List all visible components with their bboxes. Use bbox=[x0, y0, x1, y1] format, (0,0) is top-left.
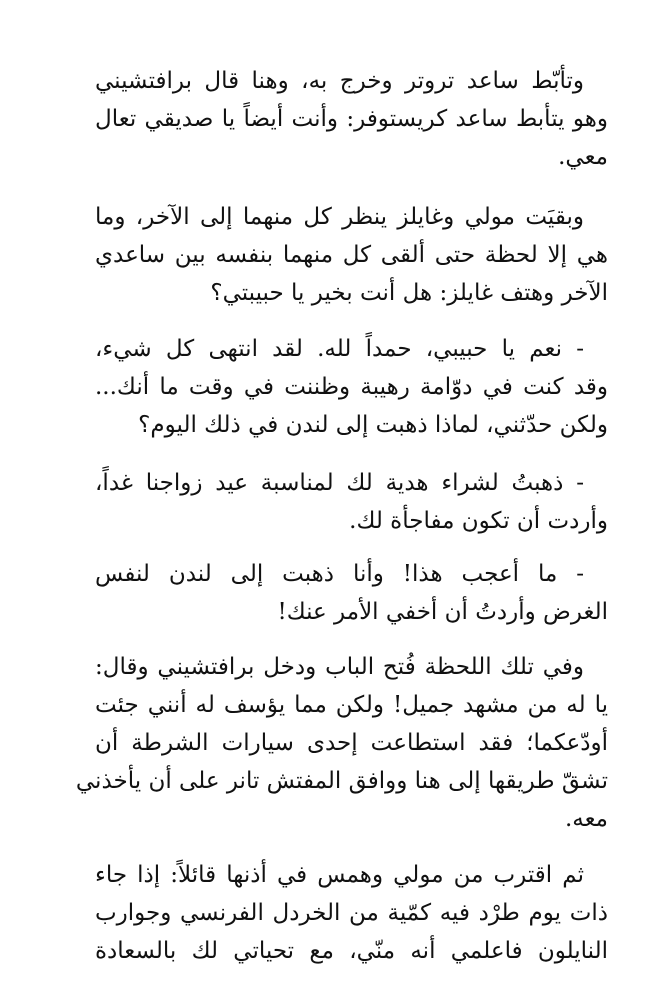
paragraph bbox=[95, 856, 608, 970]
text-line: وتأبّط ساعد تروتر وخرج به، وهنا قال برافتشيني bbox=[95, 68, 584, 94]
text-line: وبقيَت مولي وغايلز ينظر كل منهما إلى الآخر، وما bbox=[95, 204, 584, 230]
text-line: - نعم يا حبيبي، حمداً لله. لقد انتهى كل شيء، bbox=[95, 336, 584, 362]
text-line: وقد كنت في دوّامة رهيبة وظننت في وقت ما أنك... bbox=[95, 374, 608, 400]
text-line: هي إلا لحظة حتى ألقى كل منهما بنفسه بين ساعدي bbox=[95, 242, 608, 268]
text-line: - ما أعجب هذا! وأنا ذهبت إلى لندن لنفس bbox=[95, 561, 584, 587]
text-line: الآخر وهتف غايلز: هل أنت بخير يا حبيبتي؟ bbox=[210, 280, 608, 306]
text-line: وهو يتأبط ساعد كريستوفر: وأنت أيضاً يا صديقي تعال bbox=[95, 106, 608, 132]
text-line: أودّعكما؛ فقد استطاعت إحدى سيارات الشرطة أن bbox=[95, 730, 608, 756]
text-line: معي. bbox=[558, 144, 608, 170]
text-line: معه. bbox=[564, 806, 608, 832]
text-line: وأردت أن تكون مفاجأة لك. bbox=[349, 508, 608, 534]
paragraph bbox=[95, 198, 608, 312]
text-line: وفي تلك اللحظة فُتح الباب ودخل برافتشيني وقال: bbox=[95, 654, 584, 680]
text-line: الغرض وأردتُ أن أخفي الأمر عنك! bbox=[277, 599, 608, 625]
paragraph bbox=[95, 330, 608, 444]
text-line: ولكن حدّثني، لماذا ذهبت إلى لندن في ذلك اليوم؟ bbox=[138, 412, 608, 438]
text-line: ثم اقترب من مولي وهمس في أذنها قائلاً: إذا جاء bbox=[95, 862, 584, 888]
text-line: يا له من مشهد جميل! ولكن مما يؤسف له أنني جئت bbox=[95, 692, 608, 718]
paragraph bbox=[95, 555, 608, 631]
text-line: تشقّ طريقها إلى هنا ووافق المفتش تانر على أن يأخذني bbox=[75, 768, 608, 794]
paragraph bbox=[75, 648, 608, 838]
paragraph bbox=[95, 62, 608, 176]
paragraph bbox=[95, 464, 608, 540]
text-line: - ذهبتُ لشراء هدية لك لمناسبة عيد زواجنا غداً، bbox=[95, 470, 584, 496]
text-line: ذات يوم طرْد فيه كمّية من الخردل الفرنسي وجوارب bbox=[95, 900, 608, 926]
text-line: النايلون فاعلمي أنه منّي، مع تحياتي لك بالسعادة bbox=[95, 938, 608, 964]
